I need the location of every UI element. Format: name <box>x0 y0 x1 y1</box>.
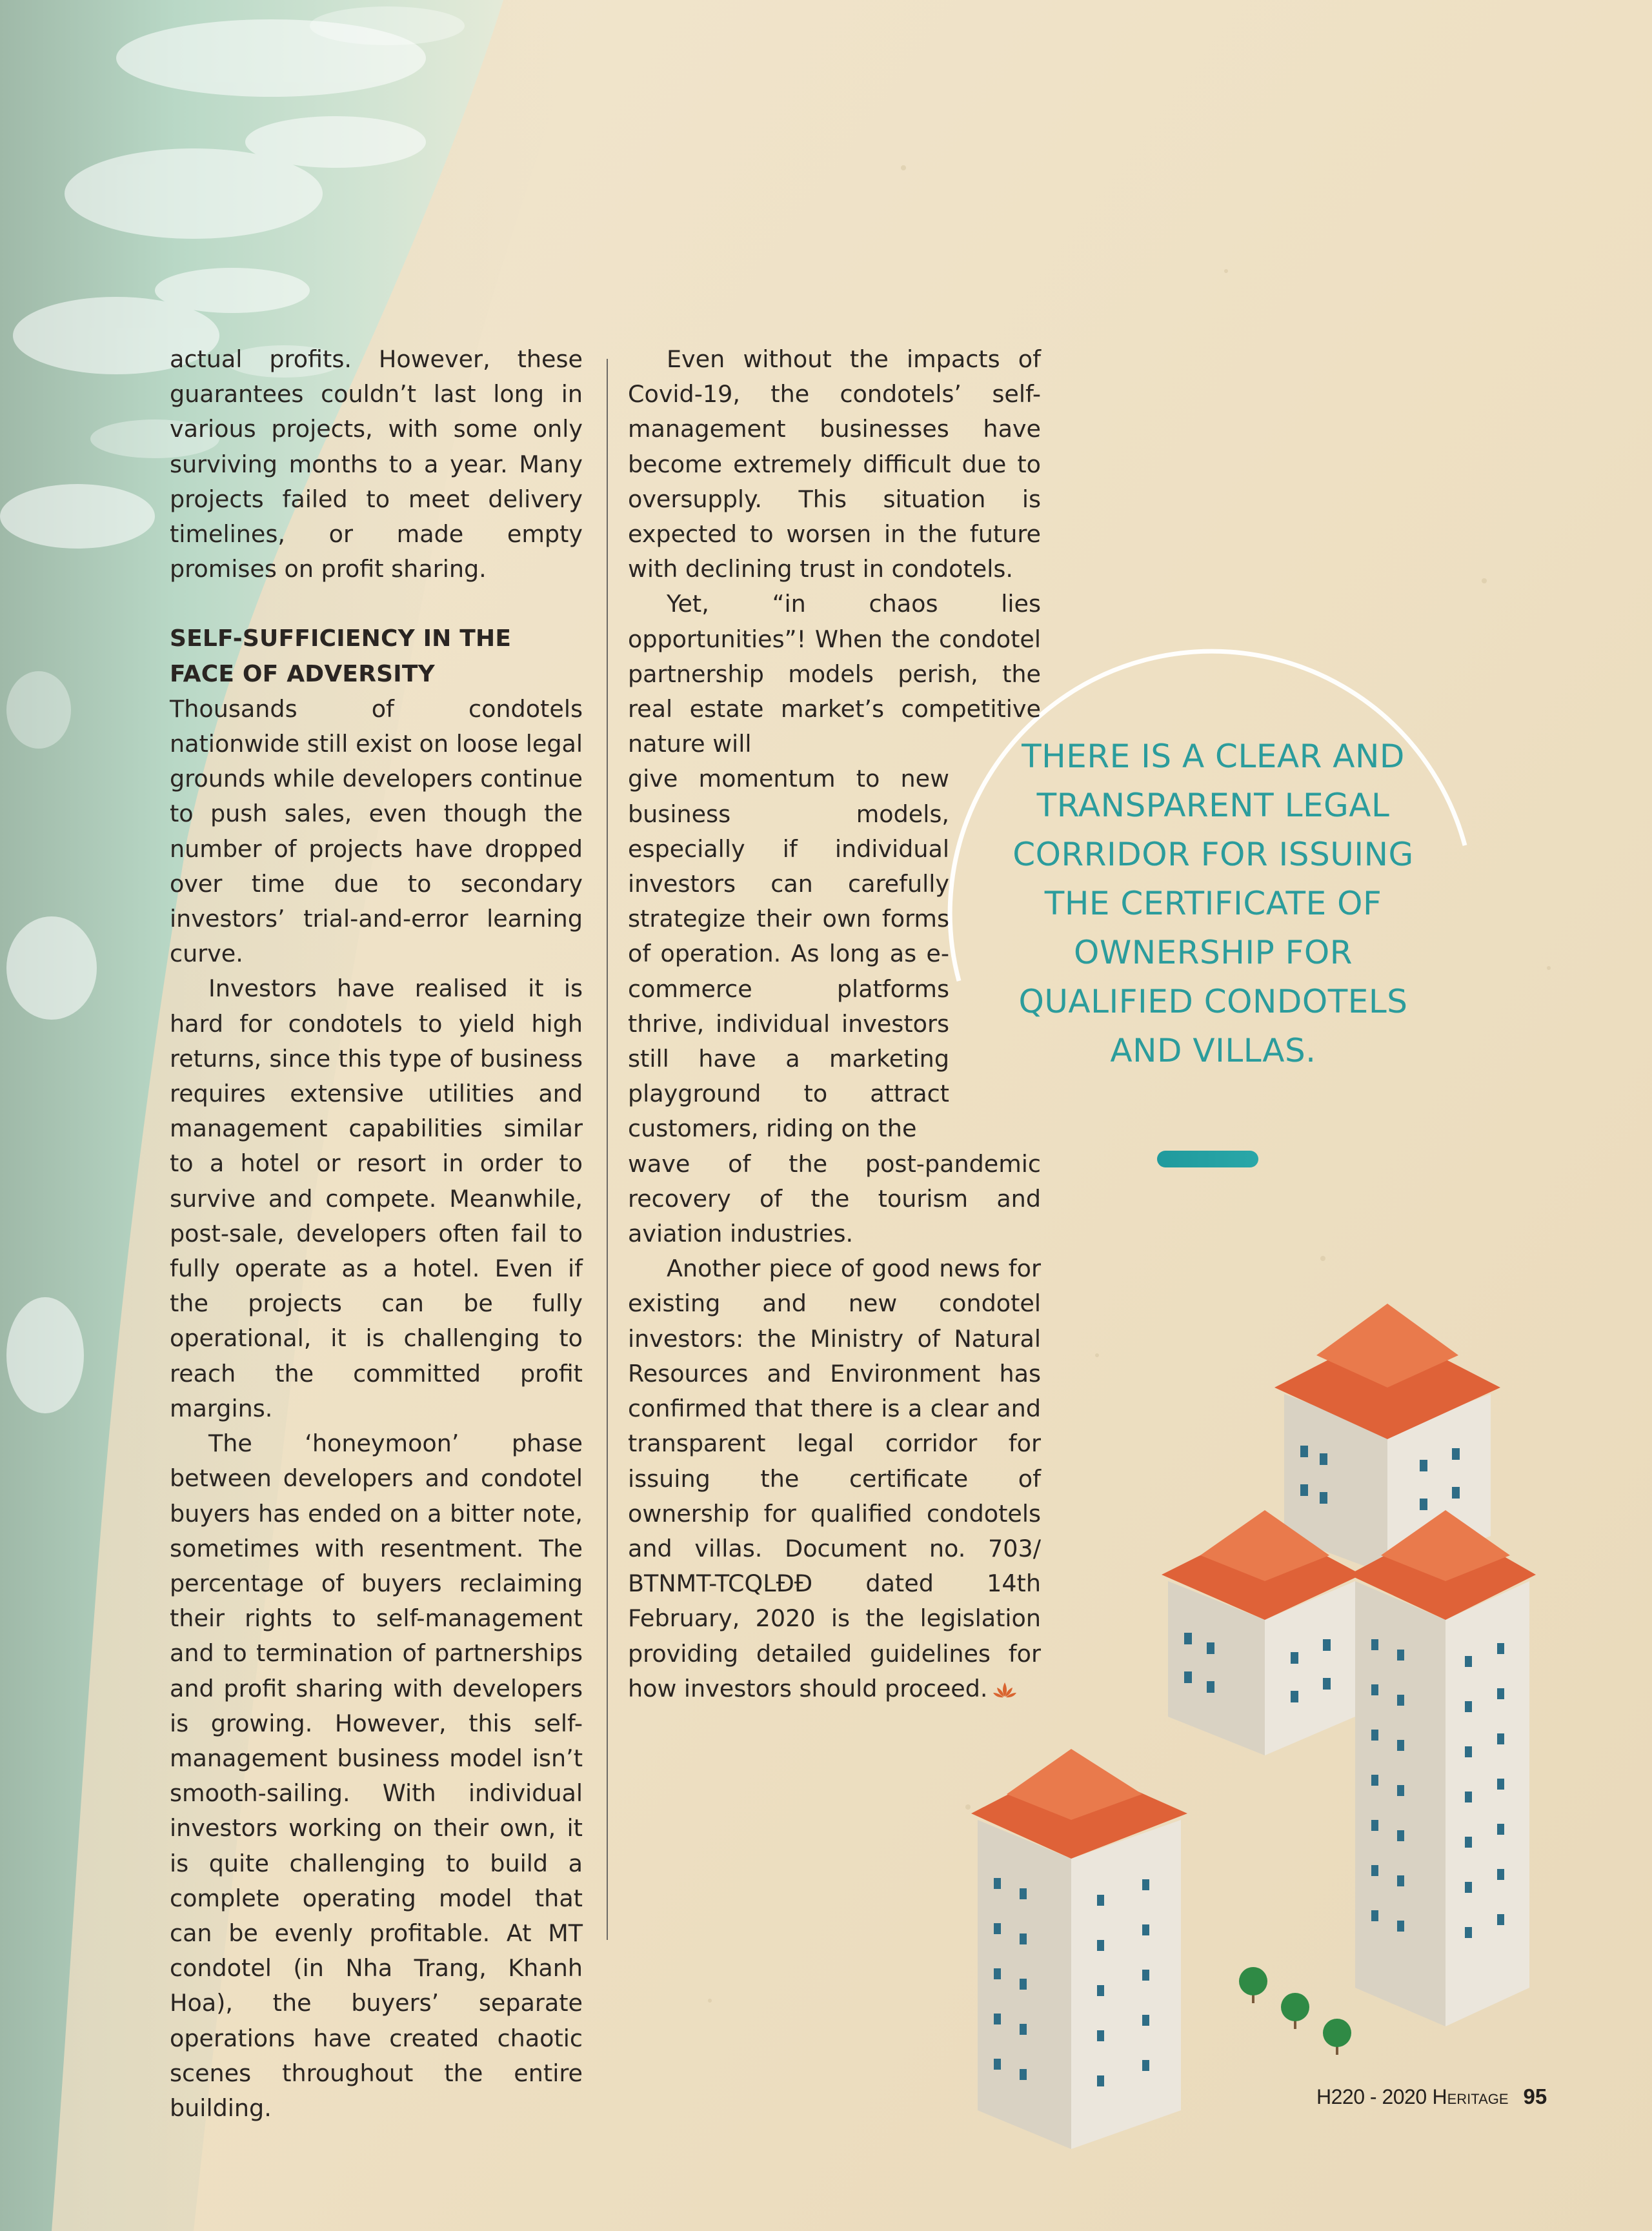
column-divider <box>607 359 608 1940</box>
page-footer <box>1316 2085 1549 2123</box>
paragraph <box>628 1251 1041 1706</box>
paragraph: actual profits. However, these guarantees couldn’t last long in various projects, with some only surviving months to a year. Many projects failed to meet delivery timelines, or made empty promises on profit sharing. <box>170 345 583 583</box>
paragraph-part: Yet, “in chaos lies opportunities”! When the condotel partnership models perish, the real estate market’s competitive nature will <box>628 590 1041 758</box>
pull-quote-accent-bar <box>1157 1151 1258 1167</box>
middle-text-column <box>628 342 1041 1706</box>
paragraph <box>628 587 1041 762</box>
building-illustration-3 <box>1349 1510 1536 2026</box>
left-text-column <box>170 342 583 2126</box>
paragraph: Even without the impacts of Covid-19, the condotels’ self-management businesses have become extremely difficult due to oversupply. This situation is expected to worsen in the future with declining trust in condotels. <box>628 345 1041 583</box>
building-illustration-4 <box>971 1749 1187 2149</box>
paragraph: The ‘honeymoon’ phase between developers and condotel buyers has ended on a bitter note, sometimes with resentment. The percentage of buyers reclaiming their rights to self-management and to termination of partnerships and profit sharing with developers is growing. However, this self-management business model isn’t smooth-sailing. With individual investors working on their own, it is quite challenging to build a complete operating model that can be evenly profitable. At MT condotel (in Nha Trang, Khanh Hoa), the buyers’ separate operations have created chaotic scenes throughout the entire building. <box>170 1429 583 2122</box>
section-heading: SELF-SUFFICIENCY IN THE FACE OF ADVERSITY <box>170 625 512 687</box>
paragraph: Thousands of condotels nationwide still exist on loose legal grounds while developers continue to push sales, even though the number of projects have dropped over time due to secondary investors’ trial-and-error learning curve. <box>170 694 583 968</box>
paragraph-wrapped: give momentum to new business models, especially if individual investors can carefully strategize their own forms of operation. As long as e-commerce platforms thrive, individual investors still have a marketing playground to attract customers, riding on the <box>628 765 949 1143</box>
lotus-end-mark-icon <box>992 1681 1018 1699</box>
issue-label: H220 - 2020 <box>1316 2085 1427 2108</box>
paragraph: Investors have realised it is hard for condotels to yield high returns, since this type of business requires extensive utilities and management capabilities similar to a hotel or resort in order to survive and compete. Meanwhile, post-sale, developers often fail to fully operate as a hotel. Even if the projects can be fully operational, it is challenging to reach the committed profit margins. <box>170 974 583 1422</box>
paragraph-text: Another piece of good news for existing and new condotel investors: the Ministry of Natural Resources and Environment has confirmed that there is a clear and transparent legal corridor for issuing the certificate of ownership for qualified condotels and villas. Document no. 703/ BTNMT-TCQLĐĐ dated 14th February, 2020 is the legislation providing detailed guidelines for how investors should proceed. <box>628 1255 1041 1702</box>
paragraph-gap <box>170 587 583 621</box>
pull-quote: THERE IS A CLEAR AND TRANSPARENT LEGAL CORRIDOR FOR ISSUING THE CERTIFICATE OF OWNERSHIP FOR QUALIFIED CONDOTELS AND VILLAS. <box>1012 738 1414 1069</box>
paragraph-part: wave of the post-pandemic recovery of the tourism and aviation industries. <box>628 1149 1041 1248</box>
page-number: 95 <box>1523 2085 1547 2108</box>
magazine-name: Heritage <box>1432 2085 1509 2108</box>
